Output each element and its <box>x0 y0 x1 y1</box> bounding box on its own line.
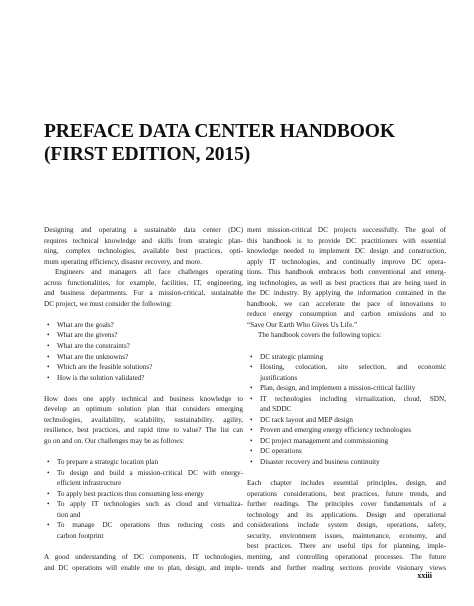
text-line: DC project, we must consider the following: <box>44 299 172 308</box>
list-item <box>247 415 446 426</box>
title-line: (FIRST EDITION, 2015) <box>44 144 251 165</box>
list-item <box>247 425 446 436</box>
list-item-text: • How is the solution validated? <box>57 373 145 382</box>
left-column <box>44 225 243 573</box>
challenges-paragraph <box>44 267 243 309</box>
text-line: technology and its applications. Design and operational <box>247 510 446 519</box>
text-line: knowledge needed to implement DC design and construction, <box>247 247 446 256</box>
list-item-text: • Which are the feasible solutions? <box>57 363 153 372</box>
topics-list <box>247 352 446 468</box>
list-item <box>247 394 446 415</box>
list-item-text: • IT technologies including virtualization, cloud, SDN, <box>260 394 446 403</box>
list-item <box>44 320 243 331</box>
list-item <box>44 330 243 341</box>
list-item <box>44 352 243 363</box>
text-line: The handbook covers the following topics: <box>258 331 382 340</box>
list-item-text: tion and <box>57 510 81 519</box>
text-line: Each chapter includes essential principles, design, and <box>247 479 446 488</box>
list-item <box>247 446 446 457</box>
list-item-text: • What are the goals? <box>57 320 114 329</box>
text-line: apply IT technologies, and continually improve DC opera- <box>247 257 446 266</box>
list-item <box>247 436 446 447</box>
text-line: handbook, we can accelerate the pace of innovations to <box>247 299 446 308</box>
text-line: A good understanding of DC components, IT technologies, <box>44 552 243 561</box>
list-item <box>44 362 243 373</box>
list-item <box>44 457 243 468</box>
list-item-text: • DC rack layout and MEP design <box>260 415 353 424</box>
list-item-text: • DC project management and commissioning <box>260 436 389 445</box>
text-line: ing technologies, as well as best practices that are being used in <box>247 278 446 287</box>
text-line: menting, and controlling operational processes. The future <box>247 552 446 561</box>
list-item <box>247 362 446 383</box>
text-line: Designing and operating a sustainable data center (DC) <box>44 226 243 234</box>
text-line: operations considerations, best practices, future trends, and <box>247 489 446 498</box>
list-item <box>247 457 446 468</box>
list-item <box>247 352 446 363</box>
text-line: considerations include system design, operations, safety, <box>247 521 446 530</box>
text-line: requires technical knowledge and skills from strategic plan- <box>44 236 243 245</box>
list-item-text: • Plan, design, and implement a mission-critical facility <box>260 384 416 393</box>
list-item-text: • What are the constraints? <box>57 342 130 351</box>
text-line: How does one apply technical and business knowledge to <box>44 394 243 403</box>
text-line: reduce energy consumption and carbon emissions and to <box>247 310 446 319</box>
text-line: security, environment issues, maintenance, economy, and <box>247 531 446 540</box>
text-line: ning, complex technologies, available best practices, opti- <box>44 247 243 256</box>
list-item-text: • Disaster recovery and business continuity <box>260 458 380 467</box>
text-line: go on and on. Our challenges may be as follows: <box>44 436 185 445</box>
chapter-contents-paragraph <box>247 478 446 573</box>
list-item <box>44 499 243 520</box>
text-line: the DC industry. By applying the information contained in the <box>247 289 446 298</box>
text-line: and DC operations will enable one to plan, design, and imple- <box>44 563 243 572</box>
list-item-text: and SDDC <box>260 405 292 414</box>
list-item-text: • DC operations <box>260 447 302 456</box>
text-line: best practices. There are useful tips for planning, imple- <box>247 542 446 551</box>
right-column <box>247 225 446 573</box>
list-item-text: • What are the givens? <box>57 331 118 340</box>
text-line: this handbook is to provide DC practitioners with essential <box>247 236 446 245</box>
list-item-text: • What are the unknowns? <box>57 352 129 361</box>
text-line: develop an optimum solution plan that considers emerging <box>44 405 243 414</box>
list-item <box>44 520 243 541</box>
text-line: and business departments. For a mission-critical, sustainable <box>44 289 243 298</box>
text-line: ment mission-critical DC projects successfully. The goal of <box>247 226 446 234</box>
intro-paragraph <box>44 225 243 267</box>
list-item <box>44 341 243 352</box>
list-item-text: carbon footprint <box>57 531 104 540</box>
text-line: across functionalities, for example, facilities, IT, engineering, <box>44 278 243 287</box>
goal-paragraph <box>247 225 446 330</box>
list-item-text: • To design and build a mission-critical DC with energy- <box>57 468 243 477</box>
page-title <box>44 120 444 166</box>
text-line: mum operating efficiency, disaster recovery, and more. <box>44 257 202 266</box>
list-item-text: • To manage DC operations thus reducing costs and <box>57 521 243 530</box>
list-item-text: justifications <box>260 373 298 382</box>
list-item <box>247 383 446 394</box>
challenges-list <box>44 457 243 541</box>
text-line: technologies, availability, scalability, sustainability, agility, <box>44 415 243 424</box>
list-item-text: • To apply IT technologies such as cloud and virtualiza- <box>57 500 243 509</box>
text-line: tions. This handbook embraces both conventional and emerg- <box>247 268 446 277</box>
text-line: trends and further reading sections provide visionary views <box>247 563 446 572</box>
list-item <box>44 373 243 384</box>
text-line: “Save Our Earth Who Gives Us Life.” <box>247 320 358 329</box>
text-line: resilience, best practices, and rapid time to value? The list can <box>44 426 243 435</box>
text-line: Engineers and managers all face challenges operating <box>55 268 243 277</box>
title-line: PREFACE DATA CENTER HANDBOOK <box>44 121 395 142</box>
list-item <box>44 489 243 500</box>
list-item <box>44 468 243 489</box>
list-item-text: • DC strategic planning <box>260 352 324 361</box>
list-item-text: • Hosting, colocation, site selection, and economic <box>260 363 446 372</box>
list-item-text: efficient infrastructure <box>57 479 122 488</box>
list-item-text: • To prepare a strategic location plan <box>57 458 159 467</box>
list-item-text: • To apply best practices thus consuming less energy <box>57 489 204 498</box>
understanding-paragraph <box>44 552 243 573</box>
optimum-solution-paragraph <box>44 394 243 447</box>
page-number: xxiii <box>417 571 432 580</box>
questions-list <box>44 320 243 383</box>
text-line: further readings. The principles cover fundamentals of a <box>247 500 446 509</box>
topics-intro <box>247 330 446 341</box>
list-item-text: • Proven and emerging energy efficiency technologies <box>260 426 412 435</box>
